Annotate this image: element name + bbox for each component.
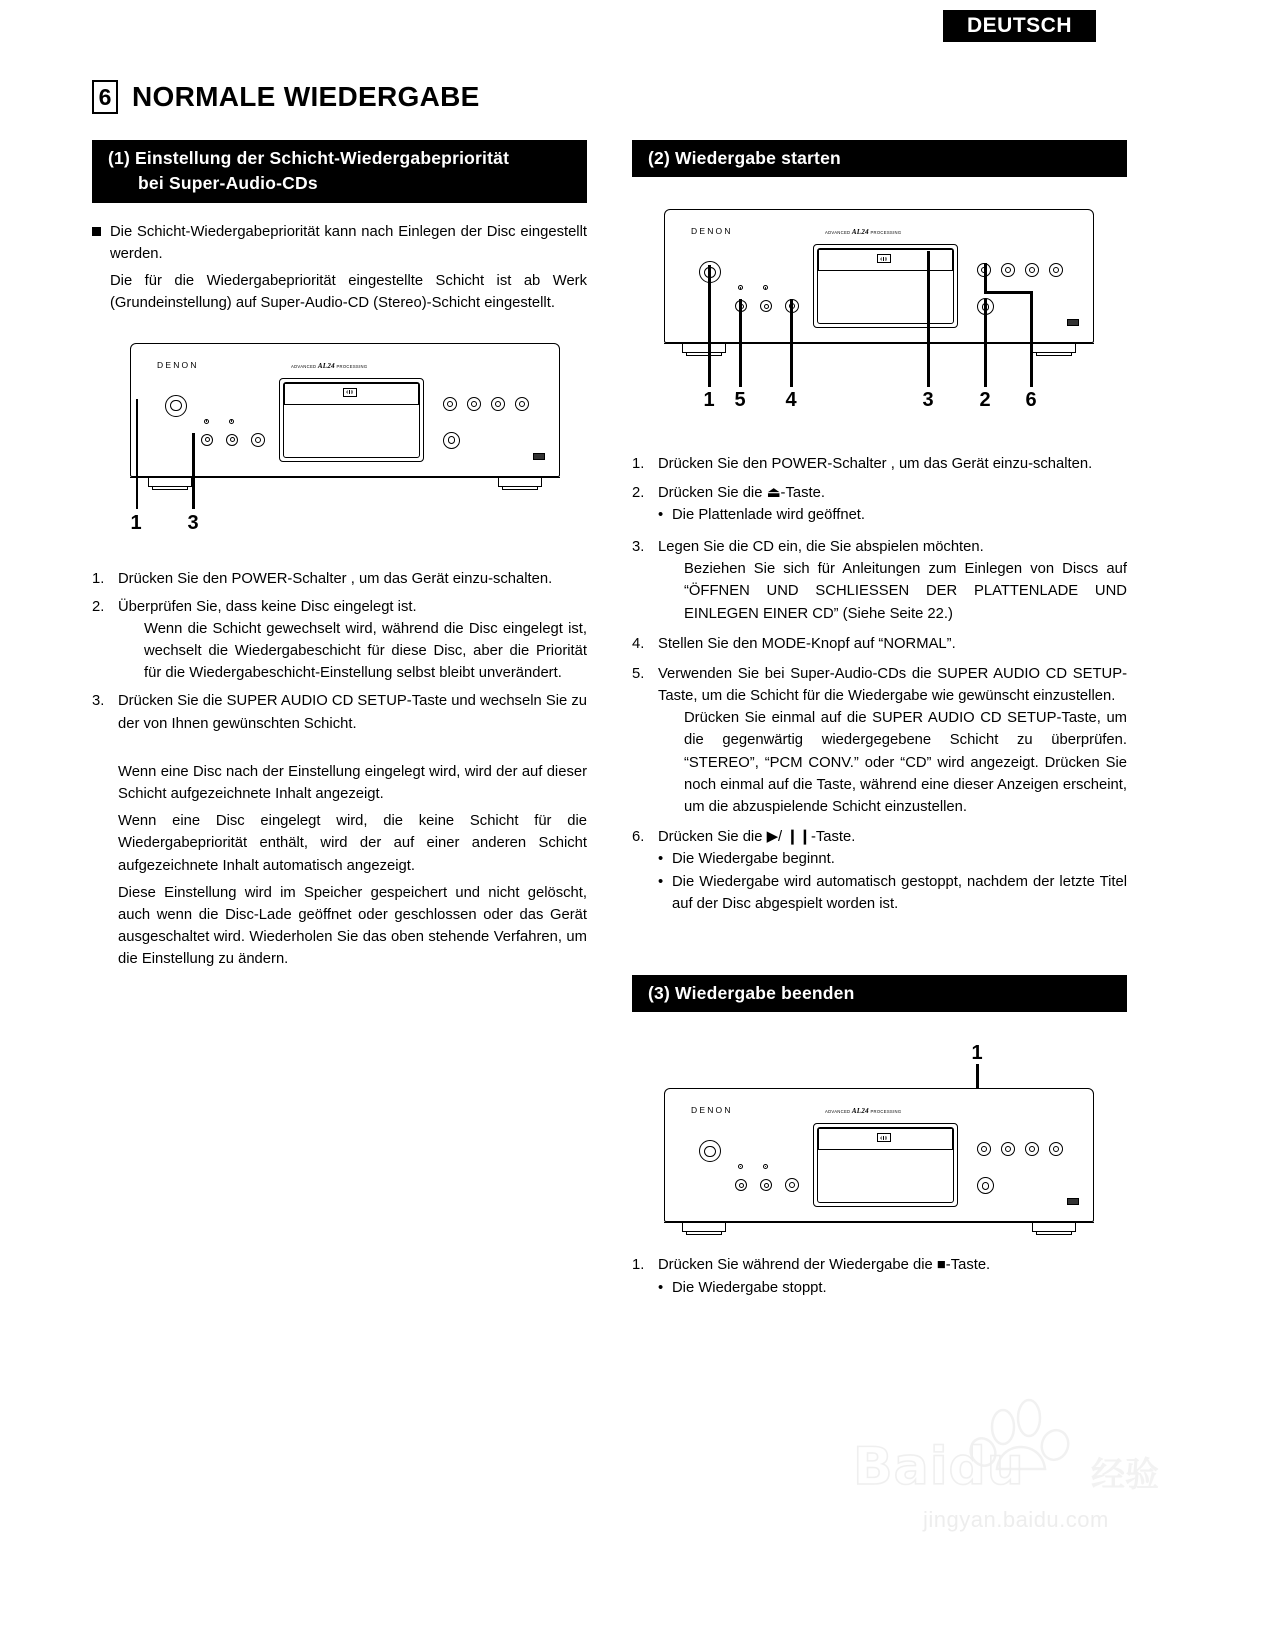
dot-bullet-icon: • <box>658 851 664 868</box>
device-foot-left-3 <box>682 1222 726 1232</box>
callout-line-5 <box>739 299 742 387</box>
indicator-led-2 <box>763 285 768 290</box>
step-text: Überprüfen Sie, dass keine Disc eingelegt ist. <box>118 598 417 615</box>
note-1: Wenn eine Disc nach der Einstellung eingelegt wird, wird der auf dieser Schicht aufgezeichnete Inhalt angezeigt. <box>118 763 587 802</box>
step-number: 3. <box>92 693 105 710</box>
list-item <box>632 482 1127 526</box>
sacd-badge-icon <box>343 388 357 397</box>
callout-label-3: 3 <box>922 389 934 412</box>
al24-processing-logo <box>291 361 367 370</box>
section-1-intro <box>92 221 587 315</box>
small-button-1[interactable] <box>735 1179 747 1191</box>
device-baseline-3 <box>664 1222 1094 1223</box>
section-1-intro-line1: Die Schicht-Wiedergabepriorität kann nach Einlegen der Disc eingestellt werden. <box>110 223 587 262</box>
skip-button-2[interactable] <box>467 397 481 411</box>
al24-model: AL24 <box>851 227 869 237</box>
chapter-heading <box>92 80 480 114</box>
watermark-brand: Baidu <box>853 1437 1025 1497</box>
dts-logo <box>533 453 545 460</box>
callout-line-6-bridge <box>984 291 1032 294</box>
power-knob[interactable] <box>165 395 187 417</box>
step-text: Drücken Sie den POWER-Schalter , um das Gerät einzu-schalten. <box>118 570 553 587</box>
right-column <box>632 140 1127 1305</box>
section-1-intro-body <box>110 221 587 315</box>
watermark-url: jingyan.baidu.com <box>923 1507 1109 1532</box>
callout-line-4 <box>790 299 793 387</box>
small-button-1[interactable] <box>201 434 213 446</box>
bullet-text: Die Wiedergabe beginnt. <box>672 851 835 868</box>
al24-suffix: PROCESSING <box>870 230 902 236</box>
baidu-watermark <box>845 1395 1175 1540</box>
denon-logo: DENON <box>157 359 199 370</box>
chapter-title: NORMALE WIEDERGABE <box>132 81 480 112</box>
callout-label-1: 1 <box>971 1042 983 1065</box>
step-text: Legen Sie die CD ein, die Sie abspielen möchten. <box>658 538 984 555</box>
callout-label-1: 1 <box>130 511 142 534</box>
al24-model: AL24 <box>317 361 335 370</box>
denon-logo: DENON <box>691 226 733 237</box>
skip-button-2[interactable] <box>1025 1142 1039 1156</box>
list-item <box>92 690 587 734</box>
callout-line-3 <box>927 251 930 387</box>
al24-suffix: PROCESSING <box>870 1109 902 1115</box>
skip-button-3[interactable] <box>1049 1142 1063 1156</box>
section-1-steps <box>92 568 587 735</box>
section-1-heading-line2: bei Super-Audio-CDs <box>138 173 318 194</box>
al24-processing-logo <box>825 228 901 237</box>
list-item <box>92 568 587 590</box>
callout-label-2: 2 <box>979 389 991 412</box>
left-column <box>92 140 587 971</box>
callout-line-1 <box>708 265 711 387</box>
open-close-button[interactable] <box>443 432 460 449</box>
indicator-led-1 <box>738 1164 743 1169</box>
device-foot-left-2 <box>682 343 726 353</box>
play-pause-button[interactable] <box>977 1177 994 1194</box>
square-bullet-icon <box>92 227 101 236</box>
language-tag-label: DEUTSCH <box>966 14 1072 37</box>
callout-label-5: 5 <box>734 389 746 412</box>
al24-prefix: ADVANCED <box>291 363 317 369</box>
step-number: 6. <box>632 829 645 846</box>
bullet-row <box>632 871 1127 915</box>
list-item <box>632 453 1127 475</box>
play-pause-button[interactable] <box>515 397 529 411</box>
list-item <box>632 1254 1127 1298</box>
callout-label-4: 4 <box>785 389 797 412</box>
dts-logo <box>1067 1198 1079 1205</box>
section-2-heading-label: (2) Wiedergabe starten <box>648 148 841 168</box>
stop-button[interactable] <box>491 397 505 411</box>
device-front-panel-3 <box>664 1088 1094 1222</box>
step-number: 3. <box>632 538 645 555</box>
power-knob[interactable] <box>699 1140 721 1162</box>
small-button-2[interactable] <box>760 1179 772 1191</box>
dot-bullet-icon: • <box>658 1279 664 1296</box>
section-2-heading <box>632 140 1127 177</box>
step-number: 1. <box>632 1257 645 1274</box>
stop-button[interactable] <box>1001 1142 1015 1156</box>
step-number: 2. <box>92 598 105 615</box>
device-foot-right-1 <box>498 477 542 487</box>
bullet-row <box>632 848 1127 870</box>
small-button-2[interactable] <box>760 300 772 312</box>
figure-2 <box>632 203 1127 445</box>
language-tag <box>943 10 1096 42</box>
step-subtext: Beziehen Sie sich für Anleitungen zum Einlegen von Discs auf “ÖFFNEN UND SCHLIESSEN DER PLATTENLADE UND EINLEGEN EINER CD” (Siehe Seite 22.) <box>684 561 1127 622</box>
sacd-badge-icon <box>877 254 891 263</box>
figure-3 <box>632 1042 1127 1232</box>
section-1-heading-line1: (1) Einstellung der Schicht-Wiedergabepriorität <box>108 148 510 168</box>
figure-1 <box>92 337 587 562</box>
small-button-3[interactable] <box>251 433 265 447</box>
section-2-steps <box>632 453 1127 915</box>
device-foot-right-2 <box>1032 343 1076 353</box>
step-number: 4. <box>632 635 645 652</box>
section-1-notes <box>92 761 587 971</box>
sacd-badge-icon <box>877 1133 891 1142</box>
step-text: Stellen Sie den MODE-Knopf auf “NORMAL”. <box>658 635 956 652</box>
mode-knob[interactable] <box>785 1178 799 1192</box>
dot-bullet-icon: • <box>658 873 664 890</box>
step-number: 1. <box>632 456 645 473</box>
callout-line-6-drop <box>984 263 987 291</box>
step-text: Drücken Sie den POWER-Schalter , um das Gerät einzu-schalten. <box>658 456 1093 473</box>
step-number: 1. <box>92 570 105 587</box>
step-number: 5. <box>632 665 645 682</box>
al24-prefix: ADVANCED <box>825 230 851 236</box>
device-foot-left-1 <box>148 477 192 487</box>
skip-button-2[interactable] <box>1025 263 1039 277</box>
skip-button-1[interactable] <box>1001 263 1015 277</box>
note-3: Diese Einstellung wird im Speicher gespeichert und nicht gelöscht, auch wenn die Disc-Lade geöffnet oder geschlossen oder das Gerät ausgeschaltet wird. Wiederholen Sie das oben stehende Verfahren, um die Einstellung zu ändern. <box>118 884 587 968</box>
al24-suffix: PROCESSING <box>336 363 368 369</box>
step-text: Drücken Sie die SUPER AUDIO CD SETUP-Taste und wechseln Sie zu der von Ihnen gewünschten Schicht. <box>118 693 587 732</box>
paw-icon <box>967 1397 1087 1477</box>
step-text: Verwenden Sie bei Super-Audio-CDs die SUPER AUDIO CD SETUP-Taste, um die Schicht für die Wiedergabe wie gewünscht einzustellen. <box>658 665 1127 705</box>
denon-logo: DENON <box>691 1105 733 1116</box>
indicator-led-2 <box>229 419 234 424</box>
bullet-text: Die Wiedergabe wird automatisch gestoppt, nachdem der letzte Titel auf der Disc abgespielt worden ist. <box>672 873 1127 912</box>
list-item <box>92 596 587 685</box>
bullet-row <box>632 504 1127 526</box>
watermark-cn: 经验 <box>1091 1456 1159 1494</box>
skip-button-1[interactable] <box>977 1142 991 1156</box>
callout-line-3 <box>192 433 195 509</box>
dot-bullet-icon: • <box>658 506 664 523</box>
list-item <box>632 536 1127 625</box>
step-text: Drücken Sie die ⏏-Taste. <box>658 484 825 501</box>
skip-button-1[interactable] <box>443 397 457 411</box>
list-item <box>632 633 1127 655</box>
callout-line-1 <box>136 399 139 509</box>
bullet-text: Die Wiedergabe stoppt. <box>672 1279 827 1296</box>
section-3-steps <box>632 1254 1127 1298</box>
indicator-led-2 <box>763 1164 768 1169</box>
section-1-intro-line2: Die für die Wiedergabepriorität eingestellte Schicht ist ab Werk (Grundeinstellung) auf Super-Audio-CD (Stereo)-Schicht eingestellt. <box>110 273 587 312</box>
callout-line-6 <box>1030 291 1033 387</box>
note-2: Wenn eine Disc eingelegt wird, die keine Schicht für die Wiedergabepriorität enthält, wird der auf einer anderen Schicht aufgezeichnete Inhalt automatisch angezeigt. <box>118 813 587 874</box>
al24-processing-logo <box>825 1107 901 1116</box>
step-subtext: Wenn die Schicht gewechselt wird, während die Disc eingelegt ist, wechselt die Wiedergabeschicht für diese Disc, aber die Priorität für die Wiedergabeschicht-Einstellung selbst bleibt unverändert. <box>144 620 587 682</box>
step-text: Drücken Sie die ▶/ ❙❙-Taste. <box>658 829 856 846</box>
callout-label-1: 1 <box>703 389 715 412</box>
section-3-heading-label: (3) Wiedergabe beenden <box>648 982 855 1003</box>
list-item <box>632 663 1127 818</box>
section-3-heading <box>632 975 1127 1012</box>
device-foot-right-3 <box>1032 1222 1076 1232</box>
callout-label-6: 6 <box>1025 389 1037 412</box>
skip-button-3[interactable] <box>1049 263 1063 277</box>
sacd-setup-button[interactable] <box>226 434 238 446</box>
dts-logo <box>1067 319 1079 326</box>
step-text: Drücken Sie während der Wiedergabe die ■-Taste. <box>658 1257 991 1274</box>
al24-model: AL24 <box>851 1106 869 1116</box>
indicator-led-1 <box>204 419 209 424</box>
section-1-heading <box>92 140 587 203</box>
step-subtext: Drücken Sie einmal auf die SUPER AUDIO CD SETUP-Taste, um die gegenwärtig wiedergegebene Schicht zu überprüfen. “STEREO”, “PCM CONV.” oder “CD” wird angezeigt. Drücken Sie noch einmal auf die Taste, während eine dieser Anzeigen erscheint, um die abzuspielende Schicht einzustellen. <box>684 710 1127 815</box>
list-item <box>632 826 1127 915</box>
al24-prefix: ADVANCED <box>825 1109 851 1115</box>
step-number: 2. <box>632 484 645 501</box>
bullet-row <box>632 1277 1127 1299</box>
callout-line-2 <box>984 299 987 387</box>
callout-label-3: 3 <box>187 511 199 534</box>
chapter-number: 6 <box>92 80 118 114</box>
bullet-text: Die Plattenlade wird geöffnet. <box>672 506 866 523</box>
indicator-led-1 <box>738 285 743 290</box>
